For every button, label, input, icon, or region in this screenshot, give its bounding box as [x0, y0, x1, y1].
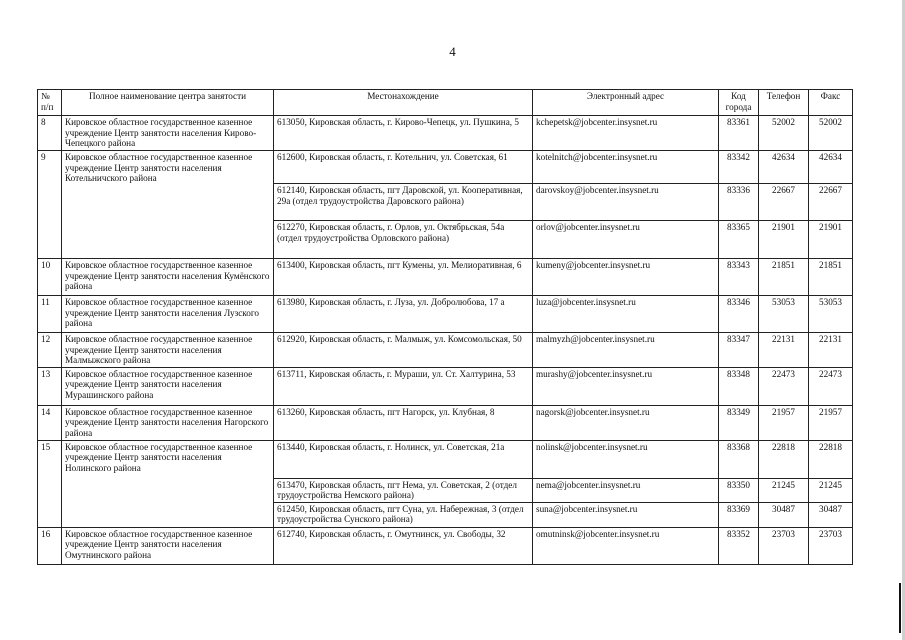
scan-edge-mark	[899, 583, 901, 633]
fax-number: 30487	[809, 502, 853, 527]
table-row	[38, 116, 853, 151]
city-code: 83336	[719, 184, 759, 221]
center-email: kumeny@jobcenter.insysnet.ru	[533, 259, 719, 296]
center-email: omutninsk@jobcenter.insysnet.ru	[533, 527, 719, 564]
fax-number: 23703	[809, 527, 853, 564]
center-name: Кировское областное государственное казенное учреждение Центр занятости населения Кирово-Чепецкого района	[62, 116, 274, 151]
city-code: 83350	[719, 478, 759, 502]
fax-number: 22473	[809, 367, 853, 405]
center-email: nolinsk@jobcenter.insysnet.ru	[533, 440, 719, 478]
row-number: 10	[38, 259, 62, 296]
center-address: 613260, Кировская область, пгт Нагорск, ул. Клубная, 8	[274, 405, 533, 440]
fax-number: 22667	[809, 184, 853, 221]
center-name: Кировское областное государственное казенное учреждение Центр занятости населения Омутнинского района	[62, 527, 274, 564]
table-row	[38, 333, 853, 368]
city-code: 83349	[719, 405, 759, 440]
table-row	[38, 405, 853, 440]
center-email: kchepetsk@jobcenter.insysnet.ru	[533, 116, 719, 151]
fax-number: 21245	[809, 478, 853, 502]
center-address: 612140, Кировская область, пгт Даровской, ул. Кооперативная, 29а (отдел трудоустройства Даровского района)	[274, 184, 533, 221]
fax-number: 21901	[809, 221, 853, 259]
fax-number: 52002	[809, 116, 853, 151]
fax-number: 21851	[809, 259, 853, 296]
center-address: 612920, Кировская область, г. Малмыж, ул. Комсомольская, 50	[274, 333, 533, 368]
header-num: № п/п	[38, 90, 62, 116]
center-name: Кировское областное государственное казенное учреждение Центр занятости населения Кумёнского района	[62, 259, 274, 296]
header-phone: Телефон	[759, 90, 809, 116]
city-code: 83365	[719, 221, 759, 259]
header-name: Полное наименование центра занятости	[62, 90, 274, 116]
phone-number: 21851	[759, 259, 809, 296]
center-name: Кировское областное государственное казенное учреждение Центр занятости населения Котельничского района	[62, 151, 274, 259]
center-address: 612270, Кировская область, г. Орлов, ул. Октябрьская, 54а (отдел трудоустройства Орловского района)	[274, 221, 533, 259]
table-body	[38, 116, 853, 565]
center-address: 612450, Кировская область, пгт Суна, ул. Набережная, 3 (отдел трудоустройства Сунского района)	[274, 502, 533, 527]
fax-number: 22131	[809, 333, 853, 368]
center-name: Кировское областное государственное казенное учреждение Центр занятости населения Нагорского района	[62, 405, 274, 440]
fax-number: 21957	[809, 405, 853, 440]
phone-number: 23703	[759, 527, 809, 564]
job-centers-table	[37, 89, 853, 565]
center-name: Кировское областное государственное казенное учреждение Центр занятости населения Малмыжского района	[62, 333, 274, 368]
city-code: 83352	[719, 527, 759, 564]
center-address: 613440, Кировская область, г. Нолинск, ул. Советская, 21а	[274, 440, 533, 478]
center-email: nagorsk@jobcenter.insysnet.ru	[533, 405, 719, 440]
center-email: luza@jobcenter.insysnet.ru	[533, 296, 719, 333]
center-email: kotelnitch@jobcenter.insysnet.ru	[533, 151, 719, 184]
fax-number: 42634	[809, 151, 853, 184]
fax-number: 53053	[809, 296, 853, 333]
city-code: 83346	[719, 296, 759, 333]
header-email: Электронный адрес	[533, 90, 719, 116]
center-name: Кировское областное государственное казенное учреждение Центр занятости населения Лузского района	[62, 296, 274, 333]
phone-number: 42634	[759, 151, 809, 184]
city-code: 83348	[719, 367, 759, 405]
fax-number: 22818	[809, 440, 853, 478]
city-code: 83368	[719, 440, 759, 478]
center-address: 613980, Кировская область, г. Луза, ул. Добролюбова, 17 а	[274, 296, 533, 333]
center-address: 613400, Кировская область, пгт Кумены, ул. Мелиоративная, 6	[274, 259, 533, 296]
center-email: malmyzh@jobcenter.insysnet.ru	[533, 333, 719, 368]
center-email: nema@jobcenter.insysnet.ru	[533, 478, 719, 502]
header-fax: Факс	[809, 90, 853, 116]
phone-number: 22818	[759, 440, 809, 478]
center-email: suna@jobcenter.insysnet.ru	[533, 502, 719, 527]
center-address: 612600, Кировская область, г. Котельнич, ул. Советская, 61	[274, 151, 533, 184]
center-address: 613711, Кировская область, г. Мураши, ул. Ст. Халтурина, 53	[274, 367, 533, 405]
city-code: 83342	[719, 151, 759, 184]
phone-number: 21901	[759, 221, 809, 259]
header-row	[38, 90, 853, 116]
center-address: 612740, Кировская область, г. Омутнинск, ул. Свободы, 32	[274, 527, 533, 564]
city-code: 83347	[719, 333, 759, 368]
row-number: 9	[38, 151, 62, 259]
row-number: 15	[38, 440, 62, 527]
city-code: 83369	[719, 502, 759, 527]
table-row	[38, 527, 853, 564]
row-number: 14	[38, 405, 62, 440]
center-name: Кировское областное государственное казенное учреждение Центр занятости населения Нолинского района	[62, 440, 274, 527]
phone-number: 53053	[759, 296, 809, 333]
row-number: 11	[38, 296, 62, 333]
city-code: 83343	[719, 259, 759, 296]
header-address: Местонахождение	[274, 90, 533, 116]
phone-number: 52002	[759, 116, 809, 151]
row-number: 13	[38, 367, 62, 405]
center-address: 613050, Кировская область, г. Кирово-Чепецк, ул. Пушкина, 5	[274, 116, 533, 151]
center-address: 613470, Кировская область, пгт Нема, ул. Советская, 2 (отдел трудоустройства Немского района)	[274, 478, 533, 502]
city-code: 83361	[719, 116, 759, 151]
phone-number: 21957	[759, 405, 809, 440]
table-row	[38, 367, 853, 405]
table-row	[38, 440, 853, 478]
phone-number: 30487	[759, 502, 809, 527]
page-number: 4	[449, 44, 456, 59]
table-row	[38, 259, 853, 296]
phone-number: 22667	[759, 184, 809, 221]
phone-number: 22131	[759, 333, 809, 368]
phone-number: 22473	[759, 367, 809, 405]
phone-number: 21245	[759, 478, 809, 502]
center-name: Кировское областное государственное казенное учреждение Центр занятости населения Мурашинского района	[62, 367, 274, 405]
table-row	[38, 296, 853, 333]
row-number: 8	[38, 116, 62, 151]
row-number: 16	[38, 527, 62, 564]
table-row	[38, 151, 853, 184]
center-email: murashy@jobcenter.insysnet.ru	[533, 367, 719, 405]
center-email: darovskoy@jobcenter.insysnet.ru	[533, 184, 719, 221]
header-code: Код города	[719, 90, 759, 116]
center-email: orlov@jobcenter.insysnet.ru	[533, 221, 719, 259]
row-number: 12	[38, 333, 62, 368]
